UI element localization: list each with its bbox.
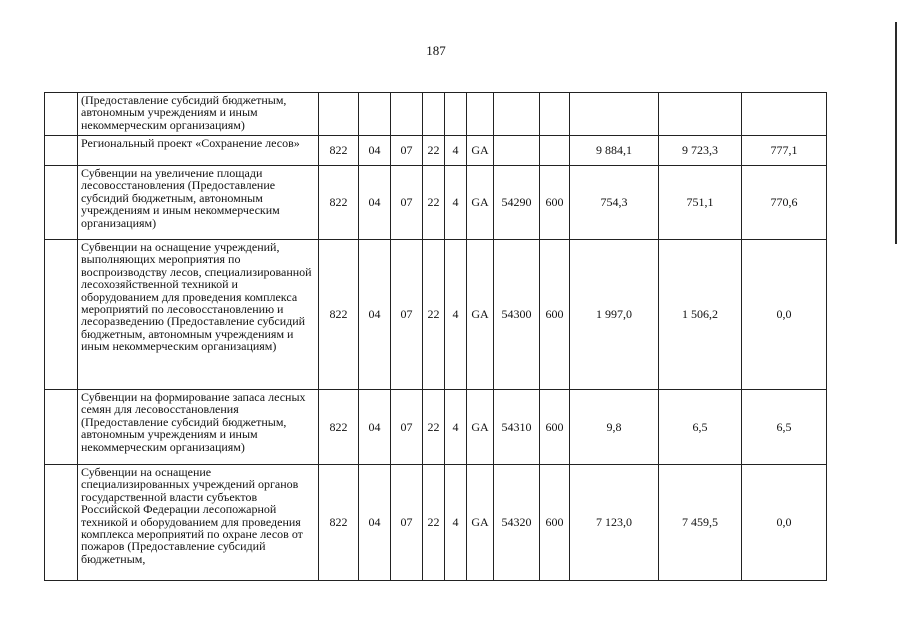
subsection-code: 07 [391,136,423,166]
amount-year-3: 6,5 [742,390,827,465]
ministry-code: 822 [319,465,359,581]
amount-year-3: 770,6 [742,166,827,240]
expense-type-code: 600 [540,390,570,465]
direction-code [494,136,540,166]
page-number: 187 [426,43,446,58]
indent-cell [45,390,78,465]
ministry-code: 822 [319,390,359,465]
expense-type-code: 600 [540,166,570,240]
amount-year-2: 751,1 [659,166,742,240]
section-code: 04 [359,465,391,581]
subsection-code: 07 [391,390,423,465]
expense-type-code [540,136,570,166]
direction-code: 54310 [494,390,540,465]
amount-year-3: 0,0 [742,240,827,390]
project-code: GA [467,136,494,166]
indent-cell [45,465,78,581]
ministry-code: 822 [319,136,359,166]
table-row [45,93,827,136]
amount-year-2: 1 506,2 [659,240,742,390]
subprogram-code: 4 [445,240,467,390]
budget-table [44,92,827,581]
section-code: 04 [359,390,391,465]
table-row [45,166,827,240]
subsection-code [391,93,423,136]
row-name: Субвенции на оснащение специализированных учреждений органов государственной власти субъектов Российской Федерации лесопожарной техникой и оборудованием для проведения комплекса мероприятий по охране лесов от пожаров (Предоставление субсидий бюджетным, [78,465,319,581]
indent-cell [45,240,78,390]
direction-code [494,93,540,136]
row-name: Субвенции на формирование запаса лесных семян для лесовосстановления (Предоставление субсидий бюджетным, автономным учреждениям и иным некоммерческим организациям) [78,390,319,465]
ministry-code: 822 [319,166,359,240]
program-code: 22 [423,390,445,465]
project-code: GA [467,390,494,465]
section-code: 04 [359,136,391,166]
amount-year-3: 0,0 [742,465,827,581]
subprogram-code: 4 [445,465,467,581]
direction-code: 54300 [494,240,540,390]
program-code: 22 [423,240,445,390]
expense-type-code [540,93,570,136]
row-name: (Предоставление субсидий бюджетным, автономным учреждениям и иным некоммерческим организациям) [78,93,319,136]
program-code: 22 [423,465,445,581]
indent-cell [45,93,78,136]
subprogram-code: 4 [445,166,467,240]
amount-year-1: 1 997,0 [570,240,659,390]
table-row [45,136,827,166]
project-code: GA [467,465,494,581]
amount-year-2: 7 459,5 [659,465,742,581]
project-code [467,93,494,136]
amount-year-1: 9 884,1 [570,136,659,166]
direction-code: 54320 [494,465,540,581]
scan-edge-mark [895,22,897,244]
expense-type-code: 600 [540,240,570,390]
ministry-code [319,93,359,136]
indent-cell [45,166,78,240]
subsection-code: 07 [391,240,423,390]
project-code: GA [467,166,494,240]
indent-cell [45,136,78,166]
amount-year-3 [742,93,827,136]
row-name: Субвенции на оснащение учреждений, выполняющих мероприятия по воспроизводству лесов, специализированной лесохозяйственной техникой и оборудованием для проведения комплекса мероприятий по лесовосстановлению и лесоразведению (Предоставление субсидий бюджетным, автономным учреждениям и иным некоммерческим организациям) [78,240,319,390]
amount-year-2: 6,5 [659,390,742,465]
subsection-code: 07 [391,465,423,581]
subprogram-code: 4 [445,136,467,166]
subprogram-code [445,93,467,136]
ministry-code: 822 [319,240,359,390]
table-row [45,390,827,465]
project-code: GA [467,240,494,390]
amount-year-2: 9 723,3 [659,136,742,166]
amount-year-1: 7 123,0 [570,465,659,581]
program-code: 22 [423,166,445,240]
section-code: 04 [359,166,391,240]
amount-year-1: 754,3 [570,166,659,240]
row-name: Субвенции на увеличение площади лесовосстановления (Предоставление субсидий бюджетным, автономным учреждениям и иным некоммерческим организациям) [78,166,319,240]
program-code [423,93,445,136]
section-code: 04 [359,240,391,390]
section-code [359,93,391,136]
direction-code: 54290 [494,166,540,240]
amount-year-1: 9,8 [570,390,659,465]
table-row [45,465,827,581]
program-code: 22 [423,136,445,166]
amount-year-2 [659,93,742,136]
expense-type-code: 600 [540,465,570,581]
table-row [45,240,827,390]
subprogram-code: 4 [445,390,467,465]
amount-year-1 [570,93,659,136]
subsection-code: 07 [391,166,423,240]
amount-year-3: 777,1 [742,136,827,166]
row-name: Региональный проект «Сохранение лесов» [78,136,319,166]
